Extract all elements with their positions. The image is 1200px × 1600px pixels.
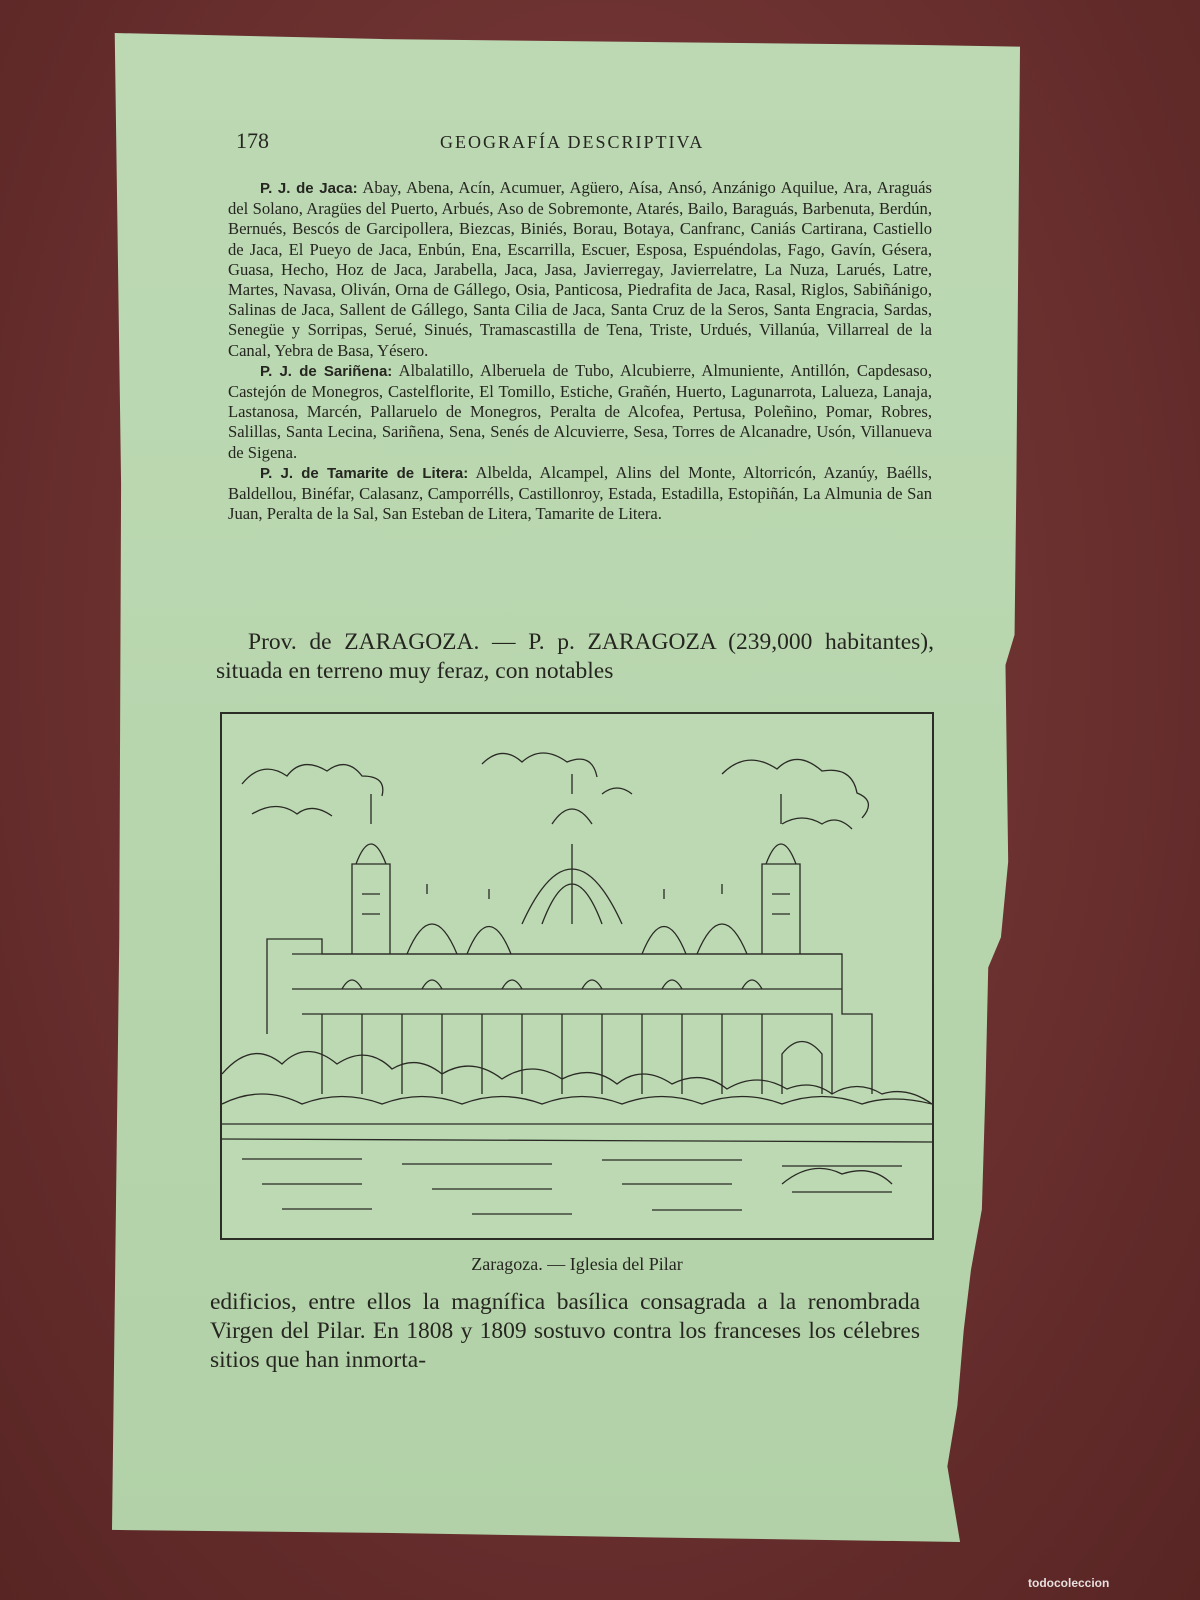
continuation-paragraph: edificios, entre ellos la magnífica basílica consagrada a la renombrada Virgen del Pilar. En 1808 y 1809 sostuvo contra los franceses los célebres sitios que han inmorta-	[210, 1289, 920, 1373]
watermark-text: todocoleccion	[1028, 1576, 1110, 1590]
district-entry-sarinena	[228, 361, 932, 463]
province-section	[216, 628, 934, 686]
province-paragraph: Prov. de ZARAGOZA. — P. p. ZARAGOZA (239,000 habitantes), situada en terreno muy feraz, con notables	[216, 629, 934, 684]
running-title: GEOGRAFÍA DESCRIPTIVA	[440, 132, 705, 152]
page-number: 178	[236, 128, 269, 153]
district-lists	[228, 178, 932, 524]
district-towns: Albelda, Alcampel, Alins del Monte, Altorricón, Azanúy, Baélls, Baldellou, Binéfar, Calasanz, Camporrélls, Castillonroy, Estada, Estadilla, Estopiñán, La Almunia de San Juan, Peralta de la Sal, San Esteban de Litera, Tamarite de Litera.	[228, 462, 933, 524]
figure-caption: Zaragoza. — Iglesia del Pilar	[471, 1254, 683, 1274]
district-heading: P. J. de Sariñena:	[260, 362, 393, 380]
basilica-engraving	[220, 712, 934, 1240]
district-towns: Abay, Abena, Acín, Acumuer, Agüero, Aísa, Ansó, Anzánigo Aquilue, Ara, Araguás del Solano, Aragües del Puerto, Arbués, Aso de Sobremonte, Atarés, Bailo, Baraguás, Barbenuta, Berdún, Bernués, Bescós de Garcipollera, Biezcas, Biniés, Borau, Botaya, Canfranc, Caniás Cartirana, Castiello de Jaca, El Pueyo de Jaca, Enbún, Ena, Escarrilla, Escuer, Esposa, Espuéndolas, Fago, Gavín, Gésera, Guasa, Hecho, Hoz de Jaca, Jarabella, Jaca, Jasa, Javierregay, Javierrelatre, La Nuza, Larués, Latre, Martes, Navasa, Oliván, Orna de Gállego, Osia, Panticosa, Piedrafita de Jaca, Rasal, Riglos, Sabiñánigo, Salinas de Jaca, Sallent de Gállego, Santa Cilia de Jaca, Santa Cruz de la Seros, Santa Engracia, Sardas, Senegüe y Sorripas, Serué, Sinués, Tramascastilla de Tena, Triste, Urdués, Villanúa, Villarreal de la Canal, Yebra de Basa, Yésero.	[228, 178, 933, 360]
district-entry-jaca	[228, 178, 932, 361]
continuation-section	[210, 1288, 920, 1375]
district-towns: Albalatillo, Alberuela de Tubo, Alcubierre, Almuniente, Antillón, Capdesaso, Castejón de Monegros, Castelflorite, El Tomillo, Estiche, Grañén, Huerto, Lagunarrota, Lalueza, Lanaja, Lastanosa, Marcén, Pallaruelo de Monegros, Peralta de Alcofea, Pertusa, Poleñino, Pomar, Robres, Salillas, Santa Lecina, Sariñena, Sena, Senés de Alcuvierre, Sesa, Torres de Alcanadre, Usón, Villanueva de Sigena.	[228, 360, 932, 462]
district-heading: P. J. de Tamarite de Litera:	[260, 464, 469, 482]
page-header	[236, 128, 936, 162]
district-heading: P. J. de Jaca:	[260, 180, 358, 197]
basilica-drawing	[222, 714, 932, 1238]
district-entry-tamarite	[228, 463, 932, 525]
